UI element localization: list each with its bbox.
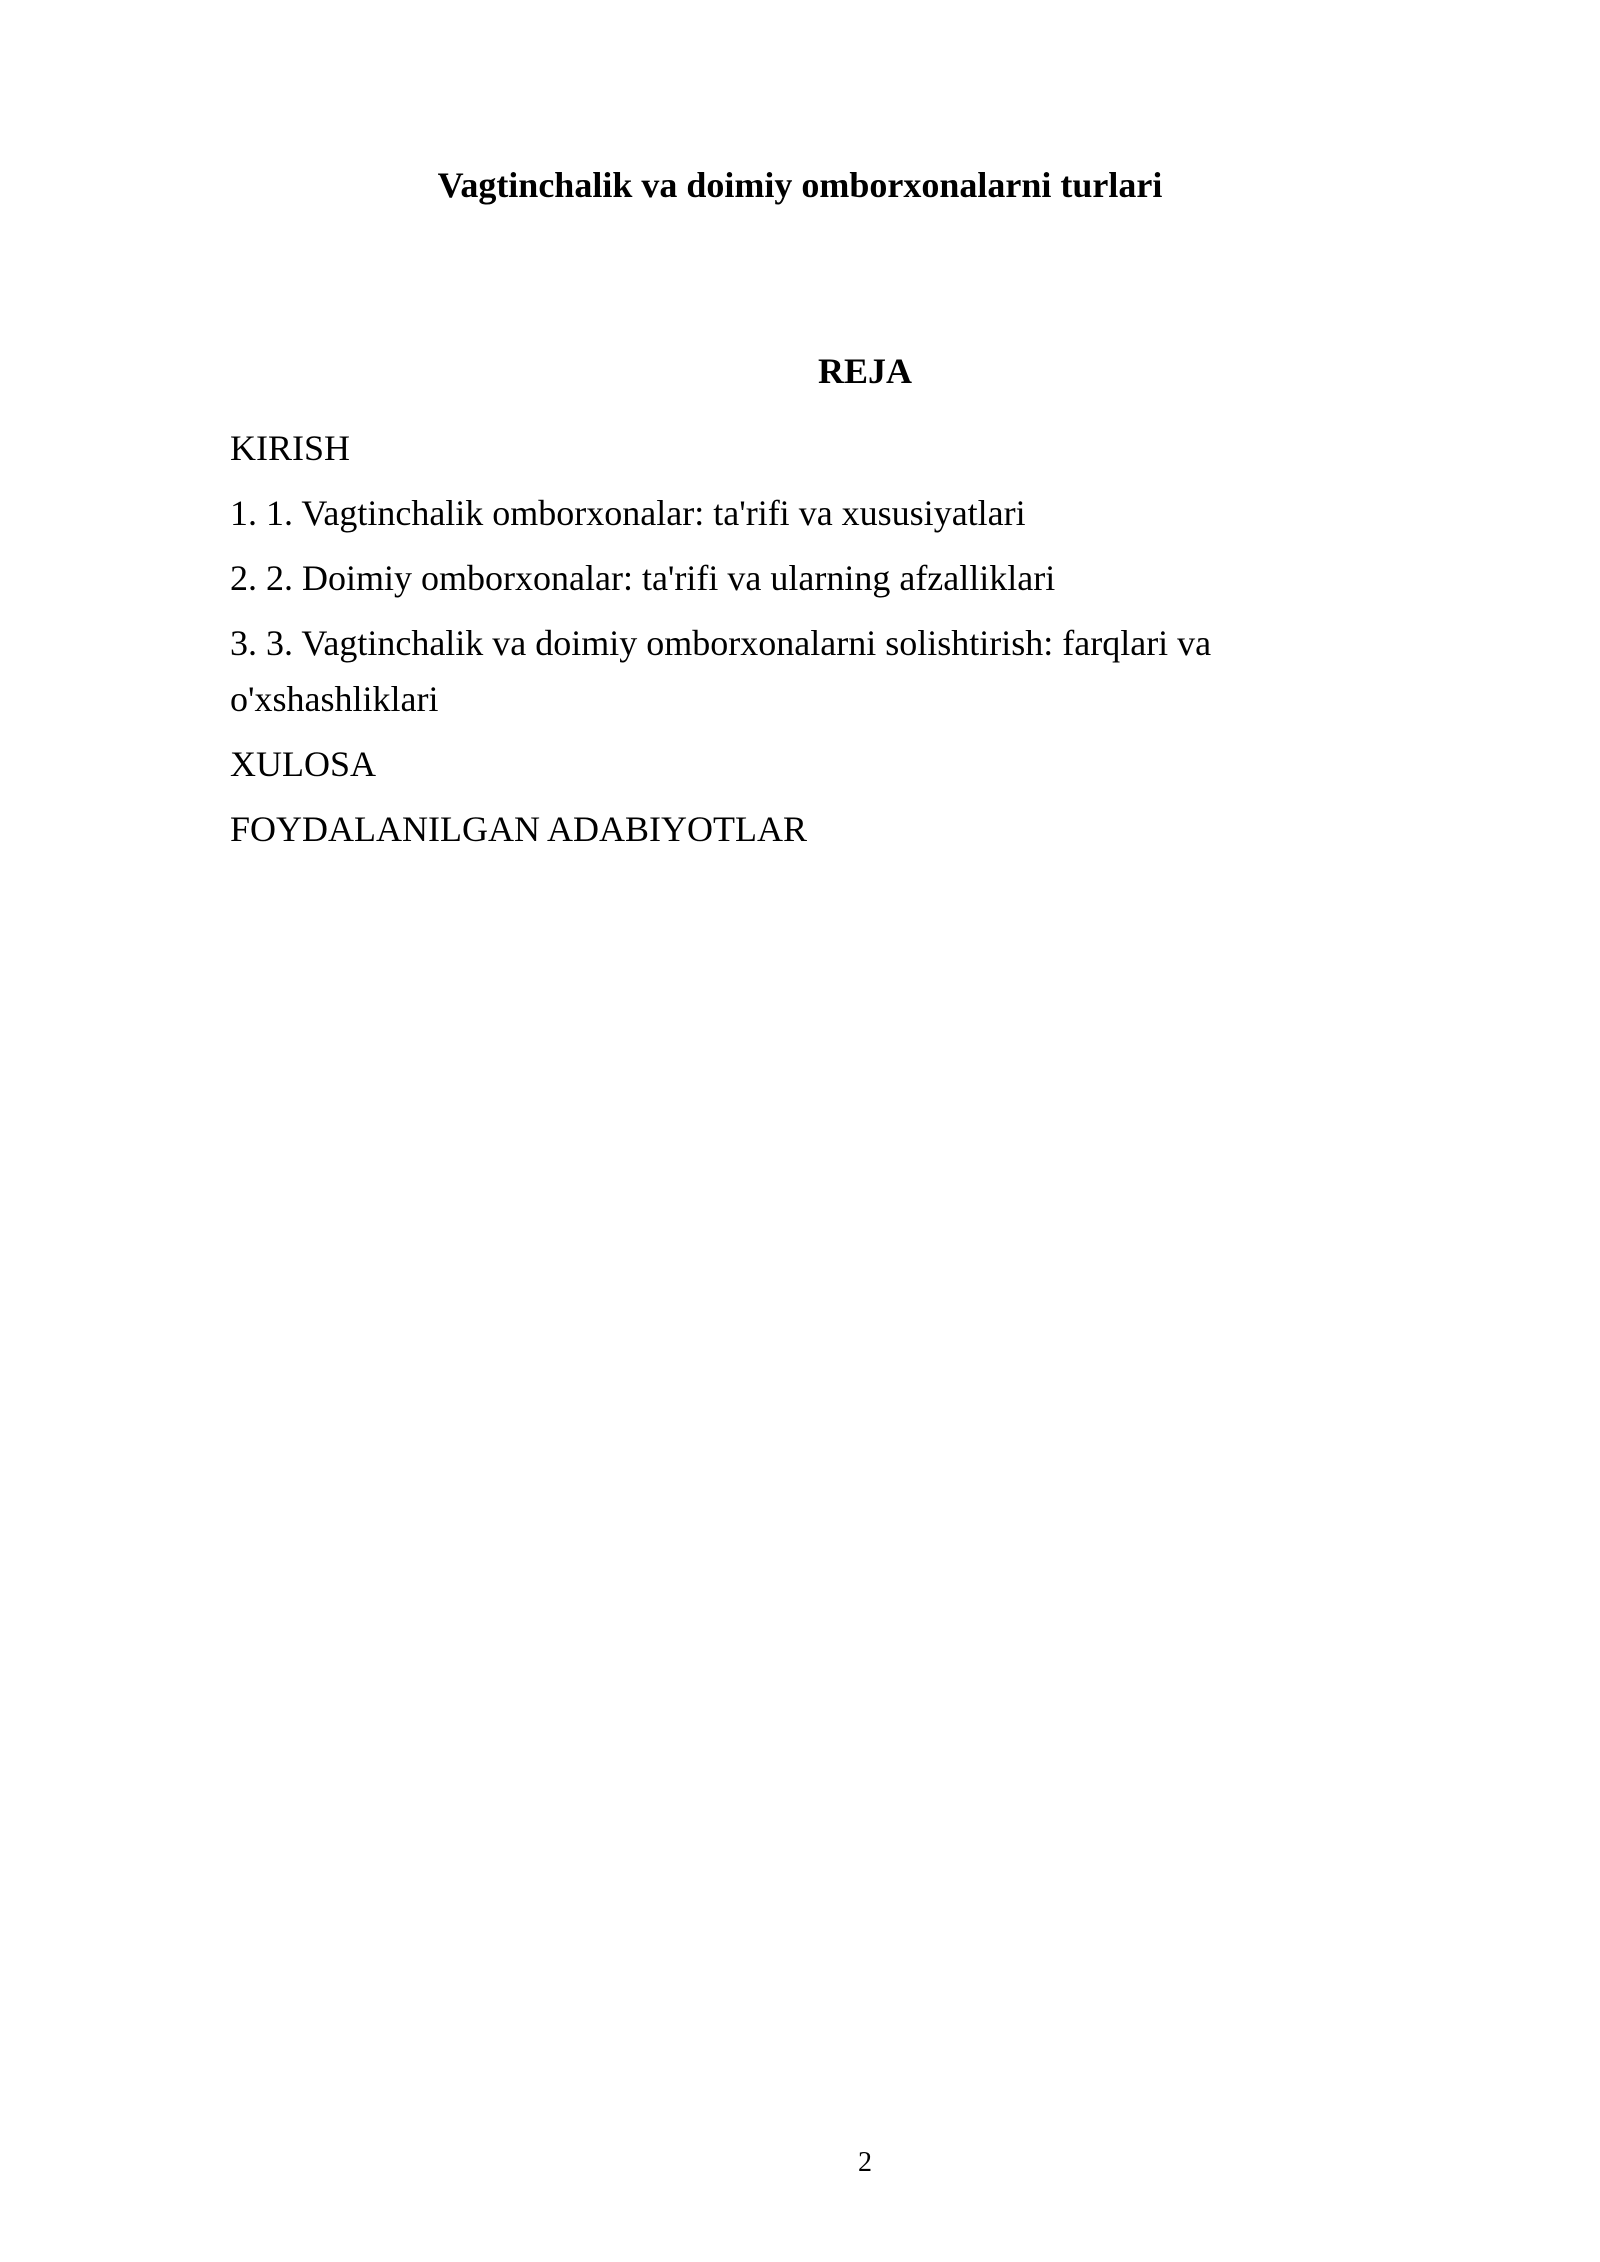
toc-item-permanent-warehouses: 2. 2. Doimiy omborxonalar: ta'rifi va ularning afzalliklari (230, 558, 1056, 598)
page-number: 2 (858, 2147, 872, 2178)
document-title: Vagtinchalik va doimiy omborxonalarni turlari (437, 165, 1163, 205)
toc-item-temporary-warehouses: 1. 1. Vagtinchalik omborxonalar: ta'rifi va xususiyatlari (230, 493, 1026, 533)
toc-item-references: FOYDALANILGAN ADABIYOTLAR (230, 809, 807, 849)
toc-item-introduction: KIRISH (230, 428, 351, 468)
table-of-contents (230, 420, 1310, 866)
plan-heading: REJA (817, 351, 912, 391)
toc-item-comparison: 3. 3. Vagtinchalik va doimiy omborxonalarni solishtirish: farqlari va o'xshashliklari (230, 623, 1212, 719)
toc-item-conclusion: XULOSA (230, 744, 377, 784)
